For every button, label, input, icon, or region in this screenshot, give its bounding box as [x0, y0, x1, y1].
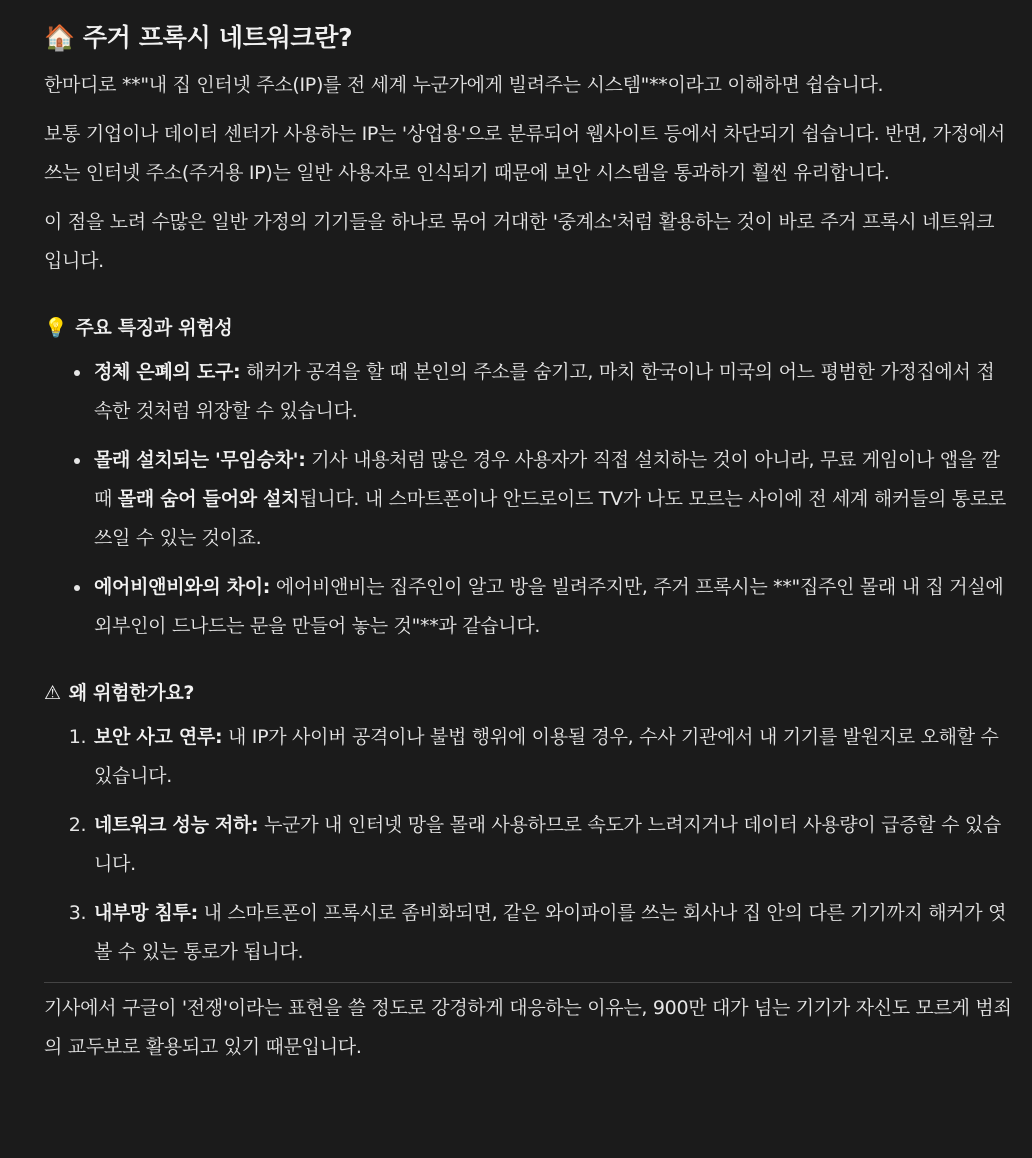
page-title — [44, 18, 1012, 58]
list-item — [92, 718, 1012, 796]
divider — [44, 982, 1012, 983]
warning-icon: ⚠ — [44, 682, 61, 704]
item-text: 됩니다. 내 스마트폰이나 안드로이드 TV가 나도 모르는 사이에 전 세계 해커들의 통로로 쓰일 수 있는 것이죠. — [94, 488, 1006, 549]
house-icon: 🏠 — [44, 23, 75, 52]
page-title-text: 주거 프록시 네트워크란? — [82, 23, 353, 52]
item-text: 내 IP가 사이버 공격이나 불법 행위에 이용될 경우, 수사 기관에서 내 기기를 발원지로 오해할 수 있습니다. — [94, 726, 999, 787]
danger-heading-text: 왜 위험한가요? — [68, 682, 195, 704]
item-title: 네트워크 성능 저하: — [94, 814, 259, 836]
list-item — [92, 568, 1012, 646]
item-title: 에어비앤비와의 차이: — [94, 576, 271, 598]
item-text: 기사 내용처럼 많은 경우 사용자가 직접 설치하는 것이 아니라, 무료 게임이나 앱을 깔 때 — [94, 449, 1000, 510]
item-title: 정체 은폐의 도구: — [94, 361, 241, 383]
item-title: 내부망 침투: — [94, 902, 198, 924]
intro-paragraph: 한마디로 **"내 집 인터넷 주소(IP)를 전 세계 누군가에게 빌려주는 시스템"**이라고 이해하면 쉽습니다. — [44, 74, 884, 96]
item-text: 에어비앤비는 집주인이 알고 방을 빌려주지만, 주거 프록시는 **"집주인 몰래 내 집 거실에 외부인이 드나드는 문을 만들어 놓는 것"**과 같습니다. — [94, 576, 1004, 637]
conclusion-paragraph: 기사에서 구글이 '전쟁'이라는 표현을 쓸 정도로 강경하게 대응하는 이유는, 900만 대가 넘는 기기가 자신도 모르게 범죄의 교두보로 활용되고 있기 때문입니다. — [44, 997, 1012, 1058]
item-text: 해커가 공격을 할 때 본인의 주소를 숨기고, 마치 한국이나 미국의 어느 평범한 가정집에서 접속한 것처럼 위장할 수 있습니다. — [94, 361, 995, 422]
item-text: 내 스마트폰이 프록시로 좀비화되면, 같은 와이파이를 쓰는 회사나 집 안의 다른 기기까지 해커가 엿볼 수 있는 통로가 됩니다. — [94, 902, 1007, 963]
item-emphasis: 몰래 숨어 들어와 설치 — [117, 488, 300, 510]
item-title: 보안 사고 연루: — [94, 726, 223, 748]
features-list — [44, 353, 1012, 646]
list-item — [92, 894, 1012, 972]
lightbulb-icon: 💡 — [44, 317, 68, 339]
article — [44, 18, 1012, 1077]
item-text: 누군가 내 인터넷 망을 몰래 사용하므로 속도가 느려지거나 데이터 사용량이 급증할 수 있습니다. — [94, 814, 1001, 875]
features-heading-text: 주요 특징과 위험성 — [75, 317, 233, 339]
paragraph-commercial-ip: 보통 기업이나 데이터 센터가 사용하는 IP는 '상업용'으로 분류되어 웹사이트 등에서 차단되기 쉽습니다. 반면, 가정에서 쓰는 인터넷 주소(주거용 IP)는 일반 사용자로 인식되기 때문에 보안 시스템을 통과하기 훨씬 유리합니다. — [44, 123, 1005, 184]
list-item — [92, 806, 1012, 884]
danger-heading — [44, 676, 1012, 710]
item-title: 몰래 설치되는 '무임승차': — [94, 449, 306, 471]
features-heading — [44, 311, 1012, 345]
list-item — [92, 353, 1012, 431]
list-item — [92, 441, 1012, 558]
paragraph-definition: 이 점을 노려 수많은 일반 가정의 기기들을 하나로 묶어 거대한 '중계소'처럼 활용하는 것이 바로 주거 프록시 네트워크입니다. — [44, 211, 995, 272]
danger-list — [44, 718, 1012, 972]
